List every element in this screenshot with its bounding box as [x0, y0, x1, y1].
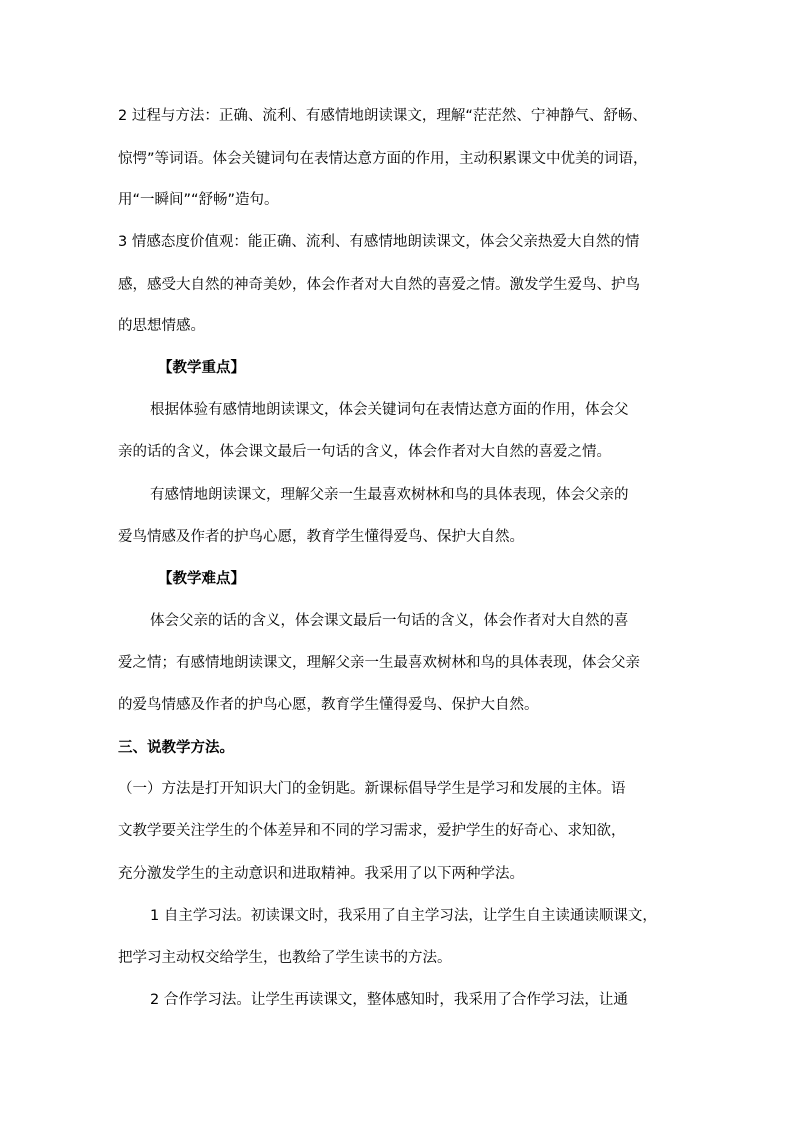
methods-intro-line-3: 充分激发学生的主动意识和进取精神。我采用了以下两种学法。: [118, 866, 524, 882]
objective-3-line-3: 的思想情感。: [118, 318, 205, 334]
key-points-p1-line-1: 根据体验有感情地朗读课文，体会关键词句在表情达意方面的作用，体会父: [150, 402, 629, 418]
objective-3-line-1: 3 情感态度价值观：能正确、流利、有感情地朗读课文，体会父亲热爱大自然的情: [118, 234, 640, 250]
heading-key-points: 【教学重点】: [158, 360, 245, 376]
method-2-line-1: 2 合作学习法。让学生再读课文，整体感知时，我采用了合作学习法，让通: [150, 992, 628, 1008]
methods-intro-line-1: （一）方法是打开知识大门的金钥匙。新课标倡导学生是学习和发展的主体。语: [118, 781, 626, 797]
difficult-points-line-1: 体会父亲的话的含义，体会课文最后一句话的含义，体会作者对大自然的喜: [150, 613, 629, 629]
difficult-points-line-2: 爱之情；有感情地朗读课文，理解父亲一生最喜欢树林和鸟的具体表现，体会父亲: [118, 655, 640, 671]
method-1-line-1: 1 自主学习法。初读课文时，我采用了自主学习法，让学生自主读通读顺课文，: [150, 908, 657, 924]
key-points-p1-line-2: 亲的话的含义，体会课文最后一句话的含义，体会作者对大自然的喜爱之情。: [118, 444, 611, 460]
methods-intro-line-2: 文教学要关注学生的个体差异和不同的学习需求，爱护学生的好奇心、求知欲，: [118, 823, 626, 839]
section-3-heading: 三、说教学方法。: [118, 740, 234, 756]
method-1-line-2: 把学习主动权交给学生，也教给了学生读书的方法。: [118, 950, 452, 966]
key-points-p2-line-1: 有感情地朗读课文，理解父亲一生最喜欢树林和鸟的具体表现，体会父亲的: [150, 487, 629, 503]
key-points-p2-line-2: 爱鸟情感及作者的护鸟心愿，教育学生懂得爱鸟、保护大自然。: [118, 529, 524, 545]
difficult-points-line-3: 的爱鸟情感及作者的护鸟心愿，教育学生懂得爱鸟、保护大自然。: [118, 697, 539, 713]
objective-2-line-1: 2 过程与方法：正确、流利、有感情地朗读课文，理解“茫茫然、宁神静气、舒畅、: [118, 108, 647, 124]
objective-2-line-3: 用“一瞬间”“舒畅”造句。: [118, 192, 279, 208]
heading-difficult-points: 【教学难点】: [158, 571, 245, 587]
objective-2-line-2: 惊愕”等词语。体会关键词句在表情达意方面的作用，主动积累课文中优美的词语，: [118, 151, 648, 167]
objective-3-line-2: 感，感受大自然的神奇美妙，体会作者对大自然的喜爱之情。激发学生爱鸟、护鸟: [118, 277, 640, 293]
